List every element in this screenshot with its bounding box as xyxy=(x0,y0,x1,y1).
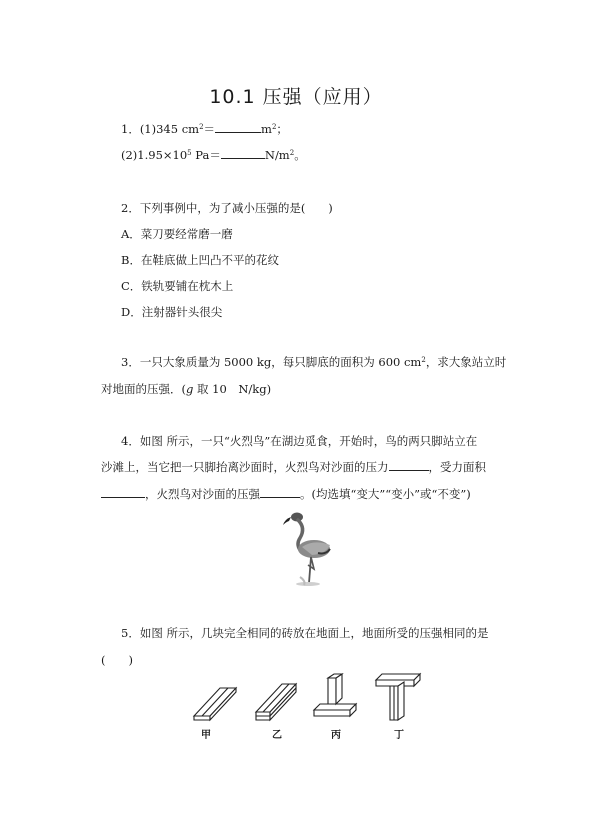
q1-text-2: (2)1.95×10 xyxy=(121,148,188,162)
answer-blank[interactable] xyxy=(215,122,261,133)
q3-text-2: 对地面的压强．( xyxy=(101,382,186,396)
q1-end-2: 。 xyxy=(294,148,306,162)
brick-jia xyxy=(194,688,236,720)
brick-figure xyxy=(190,672,430,728)
q4-text-2b: ，受力面积 xyxy=(428,460,486,474)
q1-eq: ＝ xyxy=(203,122,216,136)
option-c: C．铁轨要铺在枕木上 xyxy=(121,279,234,293)
q1-sup: 2 xyxy=(199,123,204,131)
q4-text-3b: 。(均选填“变大”“变小”或“不变”) xyxy=(300,487,471,501)
question-3-line-1 xyxy=(121,354,506,370)
option-a: A．菜刀要经常磨一磨 xyxy=(121,227,233,241)
brick-yi xyxy=(256,684,296,720)
q1-unit: m xyxy=(261,122,272,136)
question-3-line-2 xyxy=(101,381,271,397)
answer-blank[interactable] xyxy=(389,460,429,471)
question-5-line-2: ( ) xyxy=(101,653,133,667)
q4-text-2a: 沙滩上，当它把一只脚抬离沙面时，火烈鸟对沙面的压力 xyxy=(101,460,389,474)
brick-ding xyxy=(376,674,420,720)
q4-text-3a: ，火烈鸟对沙面的压强 xyxy=(145,487,260,501)
question-1-line-2 xyxy=(121,147,306,163)
q1-unit-sup: 2 xyxy=(271,123,277,131)
answer-blank[interactable] xyxy=(101,487,145,498)
option-d: D．注射器针头很尖 xyxy=(121,305,223,319)
question-4-line-3 xyxy=(101,486,471,502)
q1-mid-2: Pa＝ xyxy=(191,148,221,162)
question-2-stem: 2．下列事例中，为了减小压强的是( ) xyxy=(121,201,333,215)
q3-text-2b: 取 10 N/kg) xyxy=(193,382,272,396)
answer-blank[interactable] xyxy=(260,487,300,498)
q3-g-variable: g xyxy=(186,382,194,396)
question-1-line-1 xyxy=(121,121,288,137)
figure-label-yi: 乙 xyxy=(272,730,282,741)
question-5-line-1: 5．如图 所示，几块完全相同的砖放在地面上，地面所受的压强相同的是 xyxy=(121,626,489,640)
page-title: 10.1 压强（应用） xyxy=(209,86,383,108)
brick-bing xyxy=(314,674,356,716)
question-4-line-1: 4．如图 所示，一只“火烈鸟”在湖边觅食，开始时，鸟的两只脚站立在 xyxy=(121,434,478,448)
answer-blank[interactable] xyxy=(221,148,265,159)
q1-text: 1．(1)345 cm xyxy=(121,122,200,136)
figure-label-bing: 丙 xyxy=(331,730,341,741)
figure-label-ding: 丁 xyxy=(394,730,404,741)
option-b: B．在鞋底做上凹凸不平的花纹 xyxy=(121,253,279,267)
q3-text: 3．一只大象质量为 5000 kg，每只脚底的面积为 600 cm xyxy=(121,355,422,369)
figure-label-jia: 甲 xyxy=(201,730,211,741)
question-4-line-2 xyxy=(101,459,486,475)
q1-unit-sup-2: 2 xyxy=(289,149,295,157)
q1-unit-2: N/m xyxy=(264,148,290,162)
q1-end: ； xyxy=(276,122,288,136)
flamingo-image xyxy=(270,505,340,587)
q1-sup-2: 5 xyxy=(187,149,192,157)
q3-text-b: ，求大象站立时 xyxy=(425,355,507,369)
q3-sup: 2 xyxy=(421,356,426,364)
